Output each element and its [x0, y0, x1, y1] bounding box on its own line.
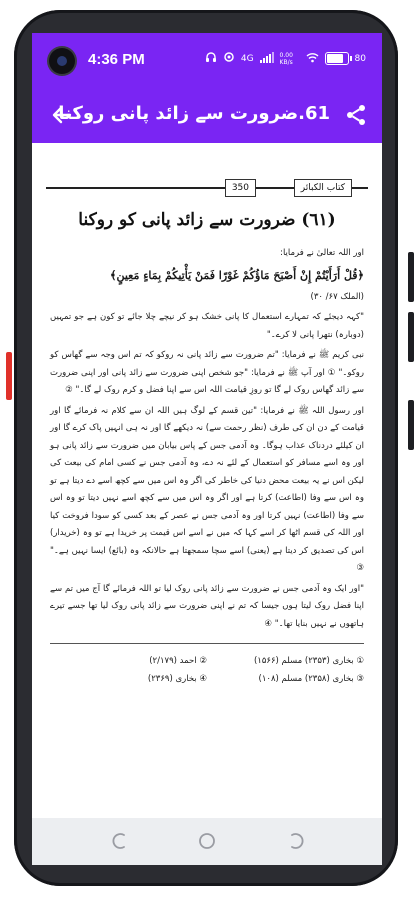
chapter-heading: (٦١) ضرورت سے زائد پانی کو روکنا [78, 210, 336, 230]
verse-translation: "کہہ دیجئے کہ تمہارے استعمال کا پانی خشک ہو کر نیچے چلا جائے تو کون ہے جو تمہیں (دوبارہ) نتھرا پانی لا کرے۔" [50, 312, 364, 340]
running-title: کتاب الکبائر [294, 179, 352, 197]
book-text [50, 245, 364, 688]
signal-icon [260, 52, 274, 66]
page-number: 350 [225, 179, 256, 197]
book-page[interactable] [32, 143, 382, 818]
volume-up-button [408, 252, 414, 302]
running-header [46, 177, 368, 199]
network-type-label: 4G [240, 53, 254, 64]
power-button [408, 400, 414, 450]
footnote-1: ① بخاری (۲۳۵۳) مسلم (۱۵۶۶) [253, 656, 364, 666]
volume-down-button [408, 312, 414, 362]
recent-apps-icon[interactable] [110, 830, 132, 852]
headset-icon [205, 51, 217, 66]
battery-icon [325, 52, 349, 65]
wifi-icon [306, 52, 319, 66]
hadith-paragraph-2: اور رسول اللہ ﷺ نے فرمایا: "تین قسم کے لوگ ہیں اللہ ان سے کلام نہ فرمائے گا اور قیامت کے دن ان کی طرف (نظر رحمت سے) نہ دیکھے گا اور نہ ہی انہیں پاک کرے گا اور ان کیلئے دردناک عذاب ہوگا۔ وہ آدمی جس کے پاس بیابان میں ضرورت سے زائد پانی ہو اور وہ اسے مسافر کو استعمال کے لئے نہ دے، وہ آدمی جس نے کسی امام کی بیعت کی لیکن اس نے یہ بیعت محض دنیا کی خاطر کی اگر وہ اس میں سے کچھ اسے دے دیتا ہے تو وہ اس سے وفا (اطاعت) کرتا ہے اور اگر وہ اس میں سے کچھ اسے نہیں دیتا تو وہ اس سے وفا (اطاعت) نہیں کرتا اور وہ آدمی جس نے عصر کے بعد کسی کو سودا فروخت کیا اور اللہ کی قسم اٹھا کر اسے کہا کہ میں نے اسے اس قیمت پر خریدا ہے تو وہ (خریدار) اس کی تصدیق کر دیتا ہے (یعنی) اسے سچا سمجھتا ہے حالانکہ وہ (بائع) ایسا نہیں ہے۔" ③ [50, 405, 364, 573]
network-speed-label: 0.00 KB/s [279, 51, 293, 66]
side-marker [6, 352, 12, 400]
hadith-paragraph-3: "اور ایک وہ آدمی جس نے ضرورت سے زائد پانی روک لیا تو اللہ فرمائے گا آج میں تم سے اپنا فضل روک لیتا ہوں جیسا کہ تم نے اپنی ضرورت سے زائد پانی روک لیا تھا جسے تیرے ہاتھوں نے نہیں بنایا تھا۔" ④ [50, 583, 364, 629]
home-icon[interactable] [196, 830, 218, 852]
footnote-divider [50, 643, 364, 644]
page-title: 61.ضرورت سے زائد پانی روکنا [58, 103, 330, 124]
hadith-paragraph-1: نبی کریم ﷺ نے فرمایا: "تم ضرورت سے زائد پانی نہ روکو کہ تم اس وجہ سے گھاس کو روکو۔" ① اور آپ ﷺ نے فرمایا: "جو شخص اپنی ضرورت سے زائد پانی اور اپنی ضرورت سے زائد گھاس روک لے گا تو روزِ قیامت اللہ اس سے اپنا فضل و کرم روک لے گا۔" ② [50, 350, 364, 395]
status-icons [205, 51, 366, 66]
nav-back-icon[interactable] [284, 830, 306, 852]
front-camera [49, 48, 75, 74]
paragraph-intro: اور اللہ تعالیٰ نے فرمایا: [280, 248, 364, 258]
footnotes [50, 652, 364, 688]
quran-verse: ﴿قُلْ أَرَأَيْتُمْ إِنْ أَصْبَحَ مَاؤُكُمْ غَوْرًا فَمَنْ يَأْتِيكُمْ بِمَاءٍ مَعِينٍ﴾ [110, 268, 364, 282]
footnote-2: ② احمد (۲/۱۷۹) [149, 656, 207, 666]
status-time: 4:36 PM [88, 51, 145, 68]
footnote-4: ④ بخاری (۲۳۶۹) [147, 674, 207, 684]
status-bar [32, 33, 382, 89]
data-saver-icon [223, 51, 235, 66]
battery-label: 80 [354, 53, 366, 64]
app-bar [32, 89, 382, 143]
phone-screen [32, 33, 382, 865]
footnote-3: ③ بخاری (۲۳۵۸) مسلم (۱۰۸) [258, 674, 364, 684]
verse-reference: (الملک ۶۷/ ۳۰) [310, 291, 364, 302]
share-icon[interactable] [344, 103, 370, 129]
system-nav-bar [32, 818, 382, 865]
